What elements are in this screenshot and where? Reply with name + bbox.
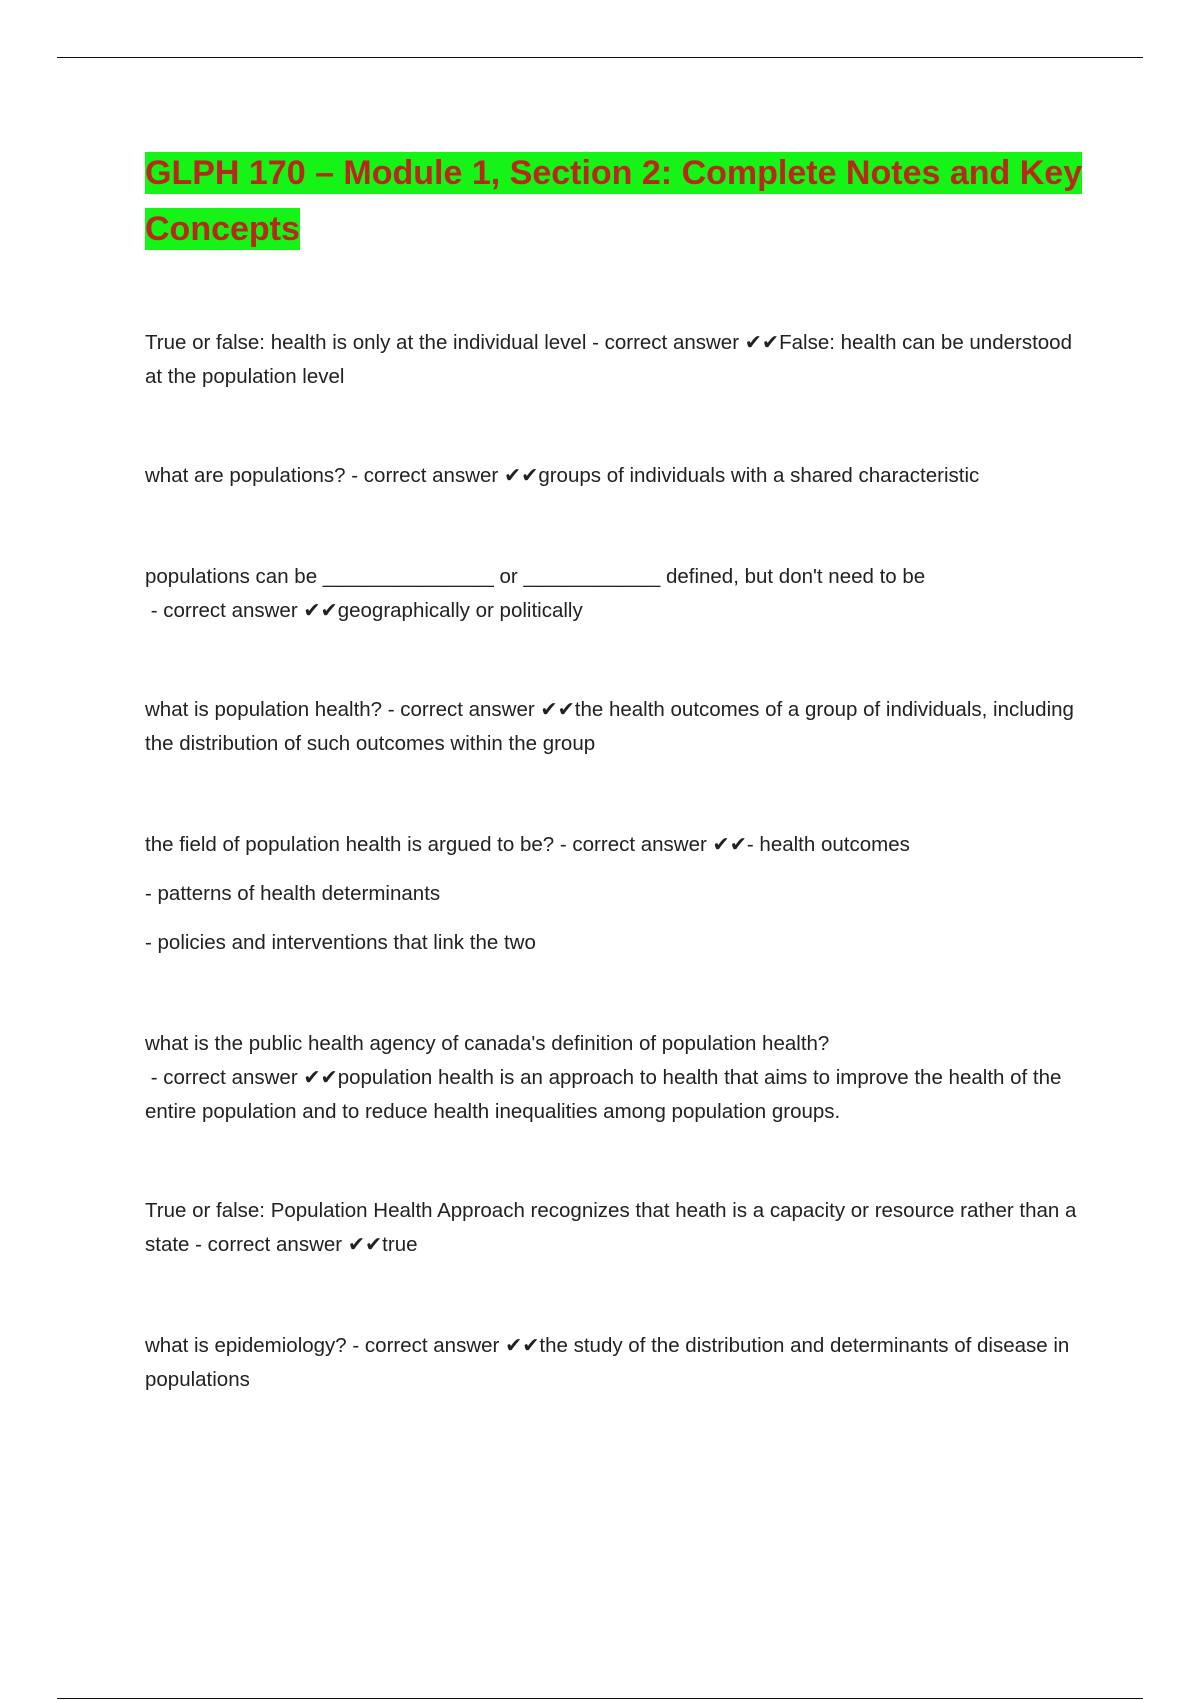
question-text: what is population health? (145, 698, 383, 721)
answer-separator: - correct answer (586, 331, 745, 354)
answer-text: - health outcomes (746, 833, 910, 856)
header-rule (57, 57, 1143, 58)
answer-separator: - correct answer (554, 833, 713, 856)
answer-separator: - correct answer (189, 1233, 348, 1256)
question-text: True or false: health is only at the individual level (145, 331, 587, 354)
footer-rule (57, 1698, 1143, 1699)
answer-text: groups of individuals with a shared characteristic (538, 464, 980, 487)
checkmark-icon: ✔✔ (712, 833, 747, 856)
answer-separator: - correct answer (346, 1334, 506, 1357)
document-title (145, 145, 1090, 257)
qa-entry (145, 459, 1090, 493)
question-text: what is epidemiology? (145, 1334, 347, 1357)
qa-entry (145, 693, 1090, 761)
checkmark-icon: ✔✔ (503, 464, 539, 487)
checkmark-icon: ✔✔ (303, 599, 338, 622)
qa-entry (145, 560, 1090, 628)
answer-text: the study of the distribution and determinants of disease in populations (145, 1334, 1070, 1391)
answer-sub-line: - patterns of health determinants (145, 882, 441, 905)
qa-entry (145, 326, 1090, 394)
question-text: True or false: Population Health Approach recognizes that heath is a capacity or resource rather than a state (145, 1199, 1077, 1256)
checkmark-icon: ✔✔ (744, 331, 780, 354)
question-text: populations can be _______________ or ____________ defined, but don't need to be (145, 565, 926, 588)
document-title-text: GLPH 170 – Module 1, Section 2: Complete Notes and Key Concepts (145, 154, 1083, 248)
question-text: the field of population health is argued to be? (145, 833, 555, 856)
answer-text: the health outcomes of a group of individuals, including the distribution of such outcomes within the group (145, 698, 1074, 755)
answer-sub-line: - policies and interventions that link the two (145, 931, 536, 954)
checkmark-icon: ✔✔ (540, 698, 575, 721)
qa-entry (145, 1027, 1090, 1129)
document-body (145, 145, 1090, 1397)
answer-text: true (382, 1233, 418, 1256)
answer-text: population health is an approach to health that aims to improve the health of the entire population and to reduce health inequalities among population groups. (145, 1066, 1062, 1123)
answer-text: False: health can be understood at the population level (145, 331, 1072, 388)
qa-entry (145, 1194, 1090, 1262)
qa-entry (145, 1329, 1090, 1397)
checkmark-icon: ✔✔ (347, 1233, 383, 1256)
question-text: what are populations? (145, 464, 346, 487)
answer-separator: - correct answer (382, 698, 541, 721)
answer-separator: - correct answer (145, 1066, 304, 1089)
answer-separator: - correct answer (345, 464, 504, 487)
question-text: what is the public health agency of canada's definition of population health? (145, 1032, 830, 1055)
qa-entry (145, 828, 1090, 862)
answer-text: geographically or politically (337, 599, 583, 622)
checkmark-icon: ✔✔ (505, 1334, 540, 1357)
checkmark-icon: ✔✔ (303, 1066, 338, 1089)
answer-separator: - correct answer (145, 599, 304, 622)
